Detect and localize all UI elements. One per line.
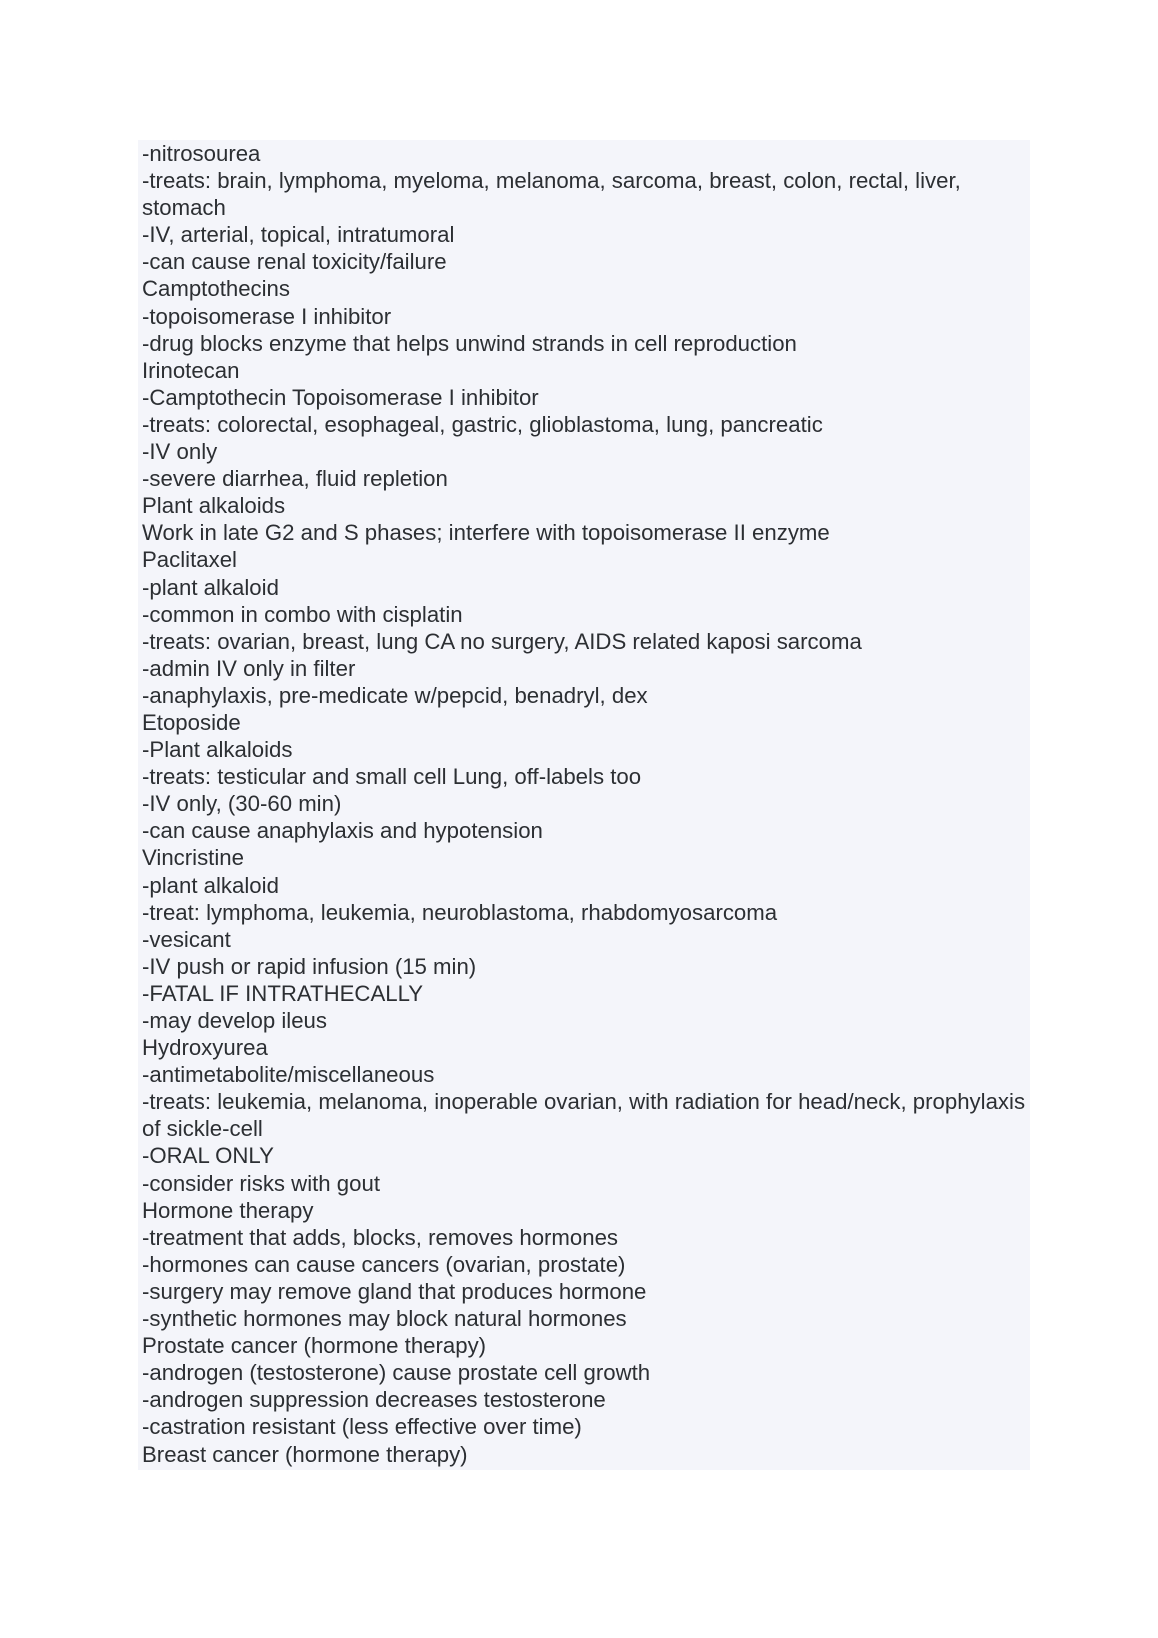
section-heading: Vincristine: [142, 845, 244, 871]
text-line: -drug blocks enzyme that helps unwind strands in cell reproduction: [142, 330, 797, 356]
section-heading: Camptothecins: [142, 276, 290, 302]
text-line: -ORAL ONLY: [142, 1143, 274, 1169]
text-line: -nitrosourea: [142, 141, 261, 166]
section-heading: Paclitaxel: [142, 547, 237, 573]
text-line: -anaphylaxis, pre-medicate w/pepcid, benadryl, dex: [142, 682, 648, 708]
text-line: -treats: leukemia, melanoma, inoperable ovarian, with radiation for head/neck, prophylaxis of sickle-cell: [142, 1089, 1026, 1142]
text-line: -treats: testicular and small cell Lung, off-labels too: [142, 764, 642, 790]
text-line: -treats: ovarian, breast, lung CA no surgery, AIDS related kaposi sarcoma: [142, 628, 862, 654]
text-line: -IV, arterial, topical, intratumoral: [142, 222, 455, 248]
section-heading: Prostate cancer (hormone therapy): [142, 1333, 487, 1359]
text-line: -FATAL IF INTRATHECALLY: [142, 980, 424, 1006]
text-line: -IV push or rapid infusion (15 min): [142, 953, 477, 979]
text-line: -androgen suppression decreases testosterone: [142, 1387, 606, 1413]
text-line: -treats: colorectal, esophageal, gastric, glioblastoma, lung, pancreatic: [142, 411, 823, 437]
text-line: -Camptothecin Topoisomerase I inhibitor: [142, 384, 539, 410]
text-line: -androgen (testosterone) cause prostate cell growth: [142, 1360, 651, 1386]
text-line: -can cause renal toxicity/failure: [142, 249, 447, 275]
text-line: -common in combo with cisplatin: [142, 601, 463, 627]
text-line: -plant alkaloid: [142, 872, 279, 898]
document-text-block: [138, 140, 1030, 1470]
text-line: -antimetabolite/miscellaneous: [142, 1062, 435, 1088]
text-line: -vesicant: [142, 926, 231, 952]
text-line: -IV only: [142, 439, 218, 465]
text-line: -may develop ileus: [142, 1008, 327, 1033]
text-line: -surgery may remove gland that produces hormone: [142, 1278, 647, 1304]
section-heading: Breast cancer (hormone therapy): [142, 1441, 468, 1467]
section-heading: Plant alkaloids: [142, 493, 286, 519]
text-line: -castration resistant (less effective over time): [142, 1414, 582, 1440]
text-line: -can cause anaphylaxis and hypotension: [142, 818, 543, 844]
text-line: -treat: lymphoma, leukemia, neuroblastoma, rhabdomyosarcoma: [142, 899, 778, 925]
text-line: -admin IV only in filter: [142, 655, 356, 681]
text-line: -consider risks with gout: [142, 1170, 380, 1196]
text-line: Work in late G2 and S phases; interfere with topoisomerase II enzyme: [142, 520, 830, 546]
text-line: -IV only, (30-60 min): [142, 791, 342, 817]
text-line: -synthetic hormones may block natural hormones: [142, 1306, 627, 1332]
text-line: -plant alkaloid: [142, 574, 279, 600]
text-line: -Plant alkaloids: [142, 737, 293, 763]
section-heading: Hydroxyurea: [142, 1035, 268, 1061]
text-line: -topoisomerase I inhibitor: [142, 303, 392, 329]
text-line: -treats: brain, lymphoma, myeloma, melanoma, sarcoma, breast, colon, rectal, liver, stomach: [142, 168, 961, 221]
text-line: -hormones can cause cancers (ovarian, prostate): [142, 1251, 626, 1277]
section-heading: Hormone therapy: [142, 1197, 314, 1223]
text-line: -treatment that adds, blocks, removes hormones: [142, 1224, 619, 1250]
section-heading: Irinotecan: [142, 357, 240, 383]
section-heading: Etoposide: [142, 709, 241, 735]
text-line: -severe diarrhea, fluid repletion: [142, 466, 448, 492]
